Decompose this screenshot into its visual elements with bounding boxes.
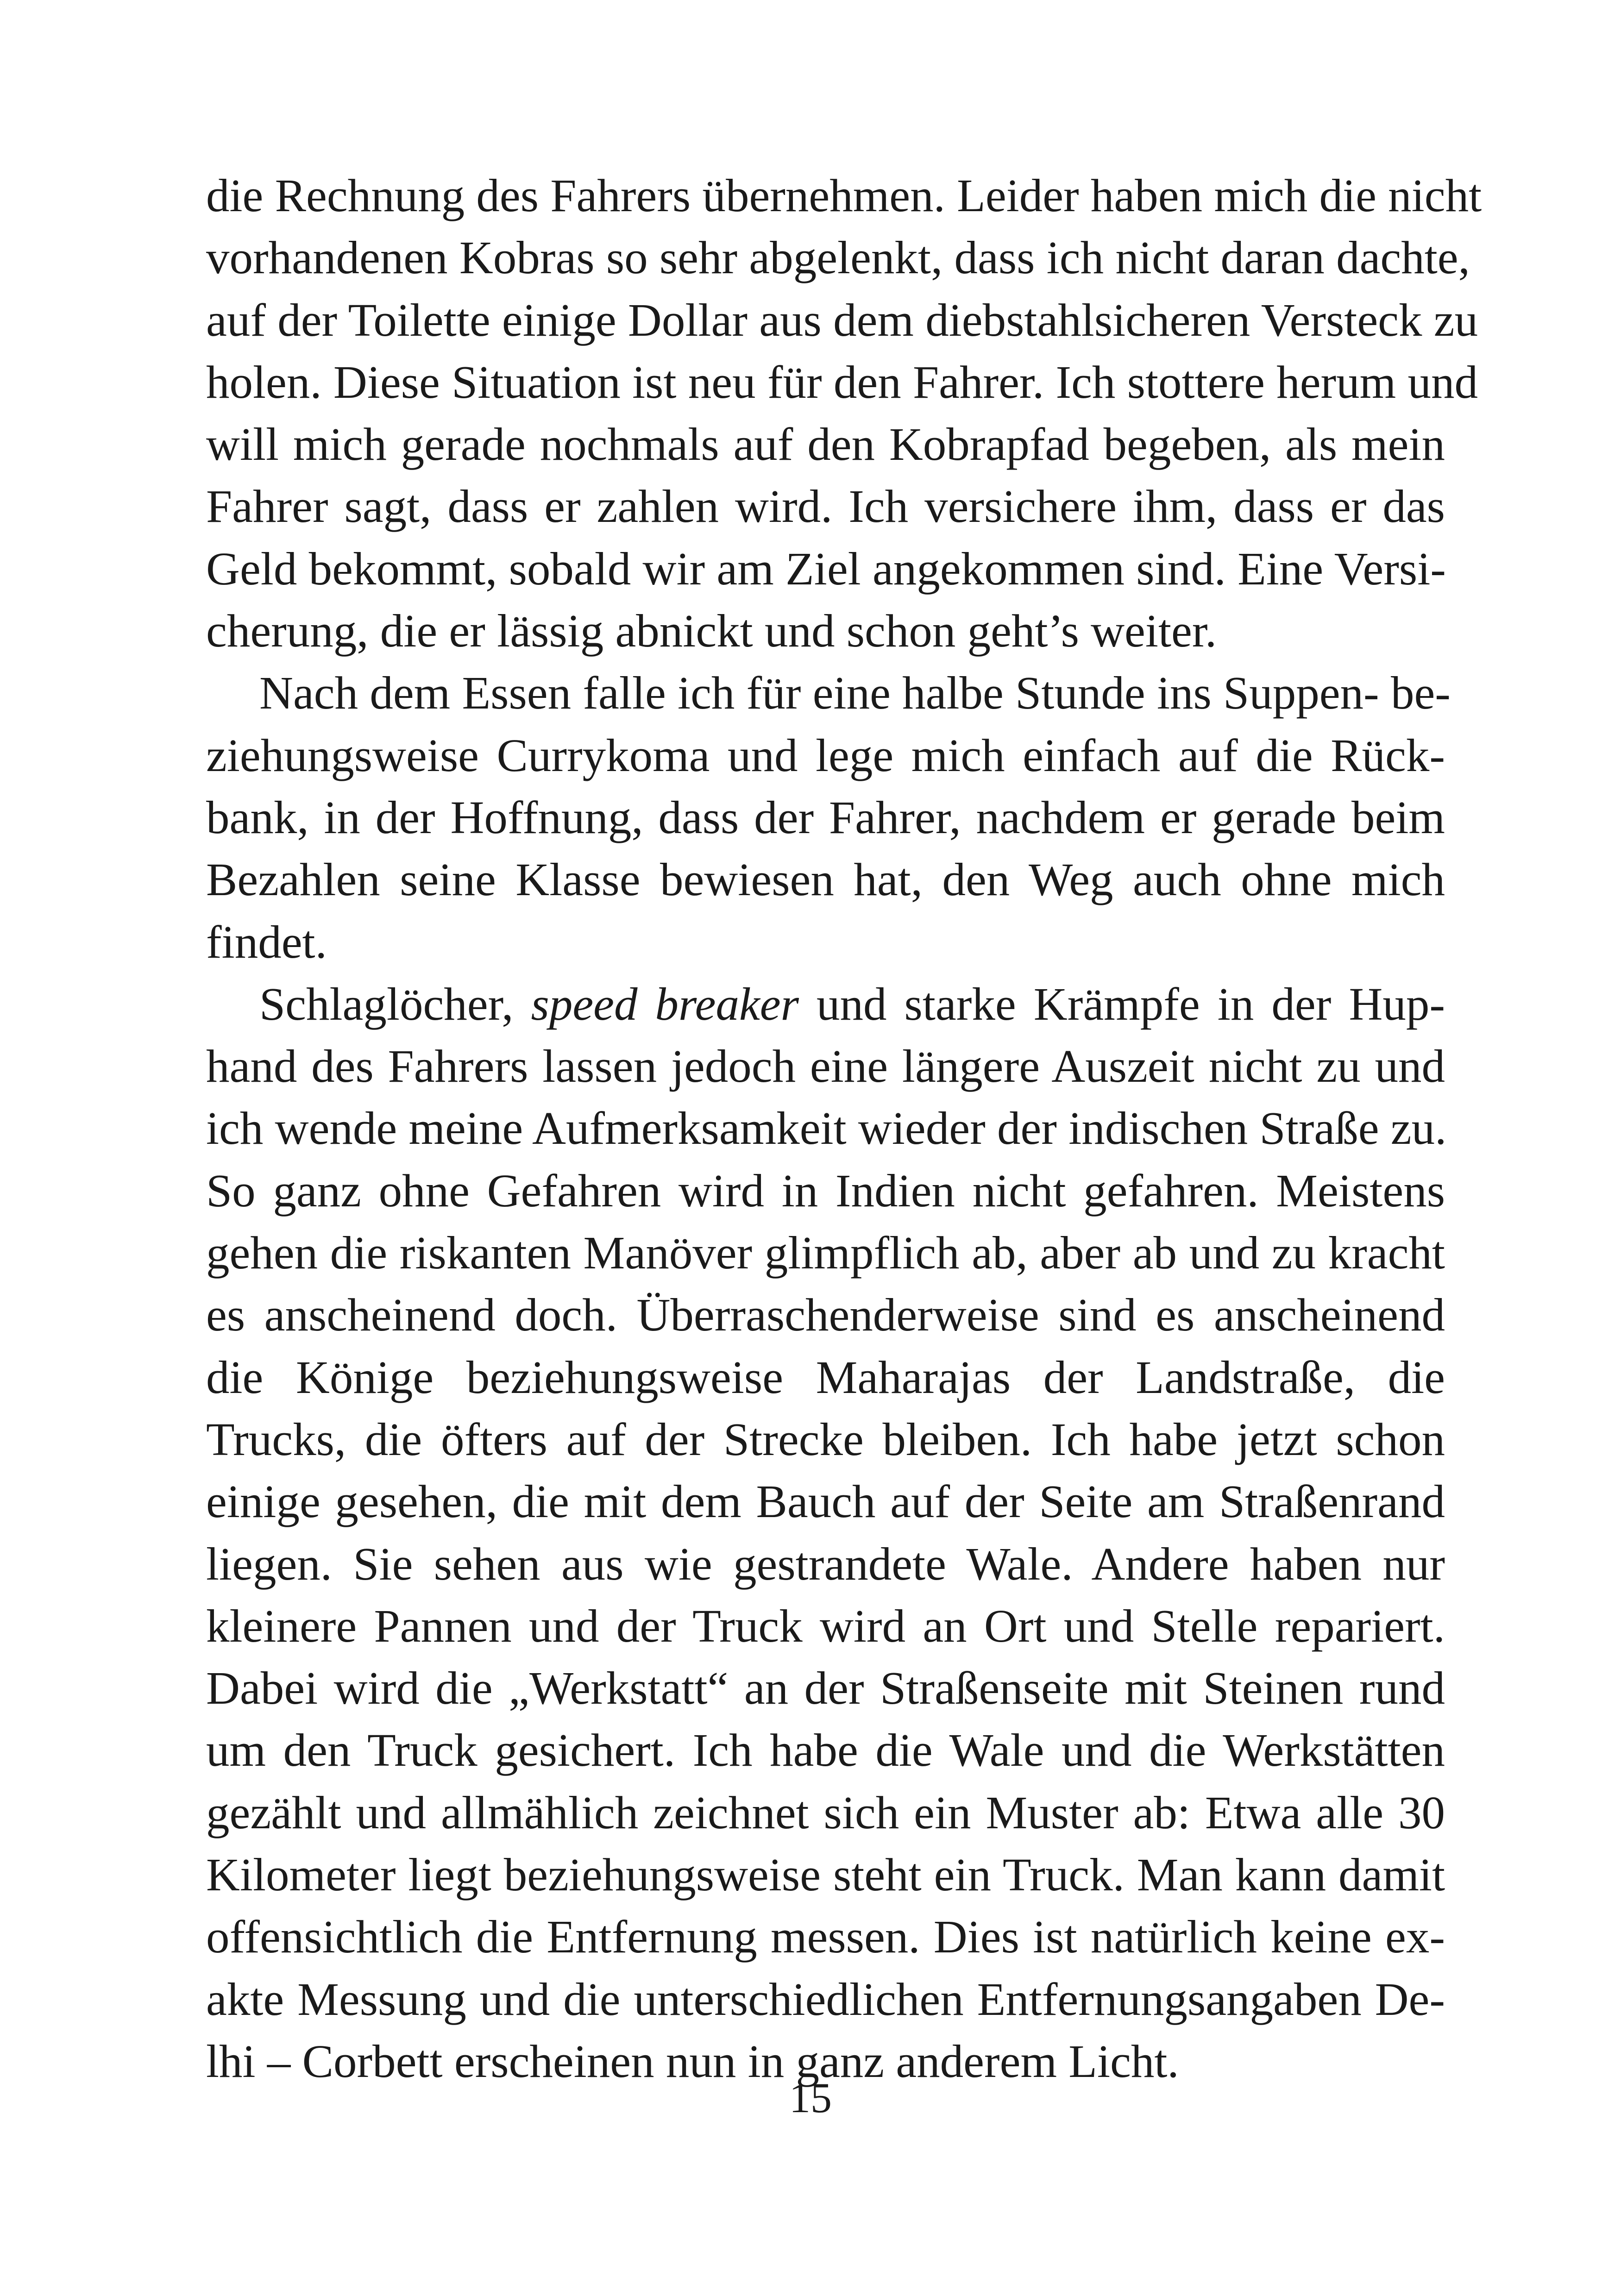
text-line: die Rechnung des Fahrers übernehmen. Leider haben mich die nicht: [206, 169, 1482, 221]
text-line: ich wende meine Aufmerksamkeit wieder der indischen Straße zu.: [206, 1102, 1447, 1154]
text-line: liegen. Sie sehen aus wie gestrandete Wale. Andere haben nur: [206, 1537, 1445, 1590]
body-text: [206, 164, 1482, 2092]
text-line: Fahrer sagt, dass er zahlen wird. Ich versichere ihm, dass er das: [206, 480, 1445, 533]
text-line: die Könige beziehungsweise Maharajas der Landstraße, die: [206, 1351, 1445, 1403]
paragraph-3: [206, 973, 1445, 2092]
text-line: auf der Toilette einige Dollar aus dem diebstahlsicheren Versteck zu: [206, 294, 1478, 346]
text-line: hand des Fahrers lassen jedoch eine längere Auszeit nicht zu und: [206, 1040, 1445, 1092]
text-run: Schlaglöcher,: [259, 978, 531, 1030]
text-line: Dabei wird die „Werkstatt“ an der Straßenseite mit Steinen rund: [206, 1662, 1445, 1714]
text-line: findet.: [206, 916, 327, 968]
text-line: gehen die riskanten Manöver glimpflich ab, aber ab und zu kracht: [206, 1227, 1445, 1279]
text-line: will mich gerade nochmals auf den Kobrapfad begeben, als mein: [206, 418, 1445, 470]
text-line: es anscheinend doch. Überraschenderweise sind es anscheinend: [206, 1289, 1445, 1341]
text-run: und starke Krämpfe in der Hup-: [798, 978, 1445, 1030]
paragraph-1: [206, 164, 1482, 662]
text-line: cherung, die er lässig abnickt und schon geht’s weiter.: [206, 605, 1217, 657]
text-line: um den Truck gesichert. Ich habe die Wale und die Werkstätten: [206, 1724, 1445, 1776]
text-line: akte Messung und die unterschiedlichen Entfernungsangaben De-: [206, 1973, 1445, 2025]
text-line: Kilometer liegt beziehungsweise steht ein Truck. Man kann damit: [206, 1849, 1445, 1901]
text-line: lhi – Corbett erscheinen nun in ganz anderem Licht.: [206, 2035, 1179, 2087]
page-number: 15: [789, 2074, 832, 2121]
text-line: Nach dem Essen falle ich für eine halbe Stunde ins Suppen- be-: [259, 667, 1451, 719]
text-line: So ganz ohne Gefahren wird in Indien nicht gefahren. Meistens: [206, 1164, 1445, 1217]
text-line: ziehungsweise Currykoma und lege mich einfach auf die Rück-: [206, 729, 1445, 781]
text-line: gezählt und allmählich zeichnet sich ein Muster ab: Etwa alle 30: [206, 1786, 1445, 1838]
text-line: Bezahlen seine Klasse bewiesen hat, den Weg auch ohne mich: [206, 853, 1445, 906]
text-line: bank, in der Hoffnung, dass der Fahrer, nachdem er gerade beim: [206, 791, 1445, 843]
text-line: einige gesehen, die mit dem Bauch auf der Seite am Straßenrand: [206, 1475, 1445, 1528]
text-line: holen. Diese Situation ist neu für den Fahrer. Ich stottere herum und: [206, 356, 1478, 408]
paragraph-2: [206, 662, 1451, 972]
text-line: Geld bekommt, sobald wir am Ziel angekommen sind. Eine Versi-: [206, 542, 1446, 595]
text-line: kleinere Pannen und der Truck wird an Ort und Stelle repariert.: [206, 1600, 1445, 1652]
text-line: Trucks, die öfters auf der Strecke bleiben. Ich habe jetzt schon: [206, 1413, 1445, 1465]
text-line-mixed: [206, 973, 1445, 1035]
italic-term: speed breaker: [531, 978, 799, 1030]
text-line: offensichtlich die Entfernung messen. Dies ist natürlich keine ex-: [206, 1911, 1445, 1963]
text-line: vorhandenen Kobras so sehr abgelenkt, dass ich nicht daran dachte,: [206, 232, 1470, 284]
